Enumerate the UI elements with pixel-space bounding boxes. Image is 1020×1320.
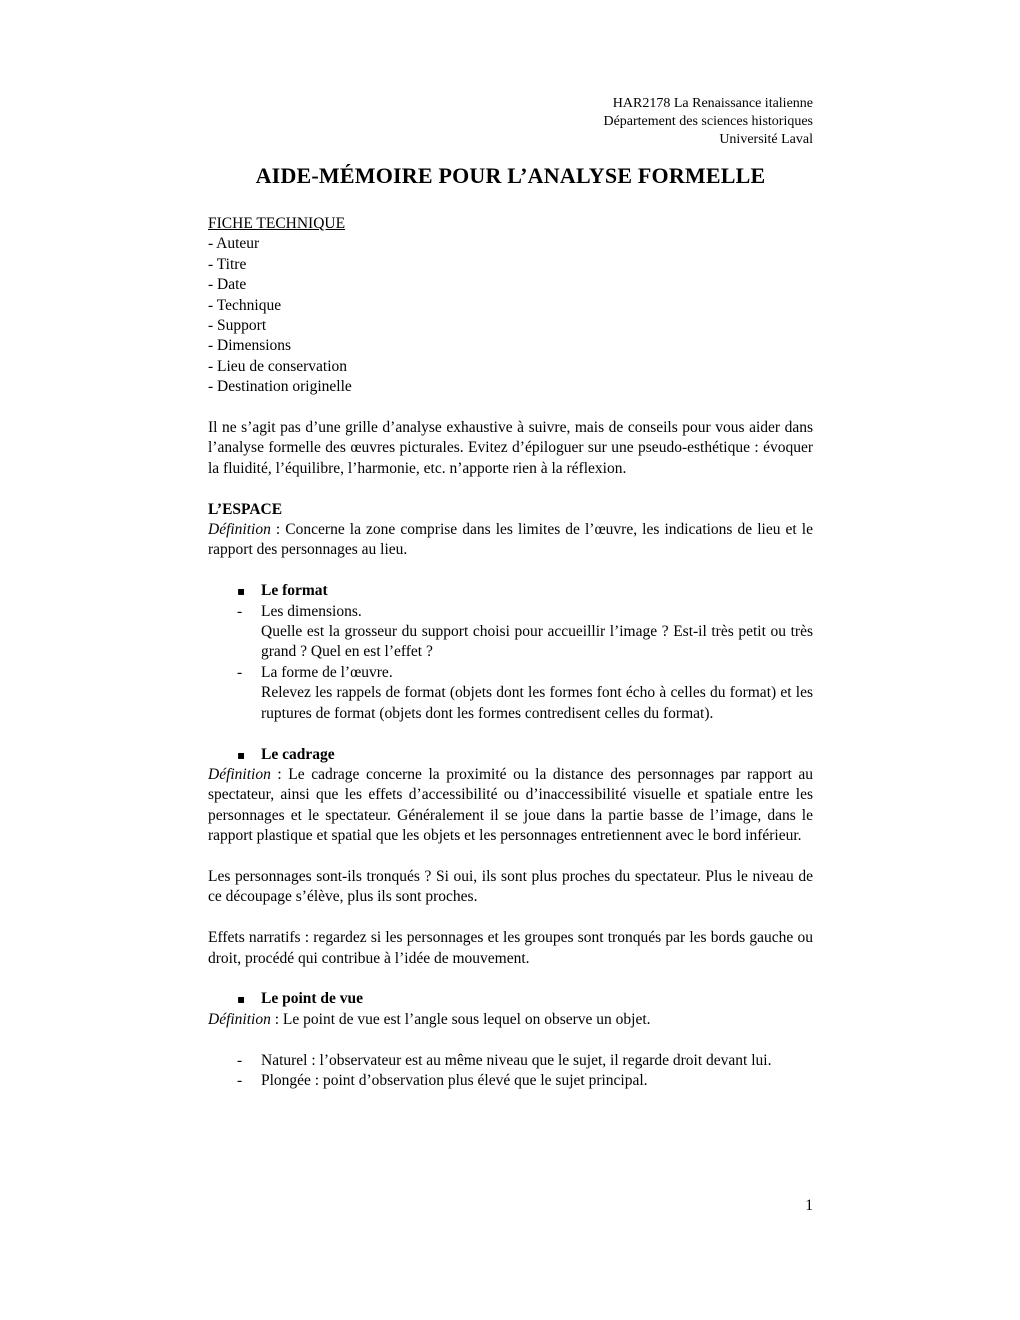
definition-body: : Le cadrage concerne la proximité ou la distance des personnages par rapport au spectateur, ainsi que les effets d’accessibilité ou d’inaccessibilité visuelle et spatiale entre les personnages et le spectateur. Généralement il se joue dans la partie basse de l’image, dans le rapport plastique et spatial que les objets et les personnages entretiennent avec le bord inférieur. bbox=[208, 765, 813, 845]
cadrage-section bbox=[208, 745, 813, 847]
square-bullet-icon: ▪ bbox=[237, 584, 246, 599]
definition-body: : Le point de vue est l’angle sous lequel on observe un objet. bbox=[270, 1010, 651, 1028]
square-bullet-icon: ▪ bbox=[237, 747, 246, 762]
fiche-item-technique: - Technique bbox=[208, 296, 282, 314]
format-section bbox=[208, 581, 813, 724]
espace-definition bbox=[208, 520, 813, 561]
cadrage-definition bbox=[208, 765, 813, 847]
point-de-vue-item-naturel-text: Naturel : l’observateur est au même niveau que le sujet, il regarde droit devant lui. bbox=[261, 1051, 772, 1069]
fiche-item-dimensions: - Dimensions bbox=[208, 337, 292, 355]
fiche-item-destination: - Destination originelle bbox=[208, 378, 352, 396]
format-item-forme-detail: Relevez les rappels de format (objets dont les formes font écho à celles du format) et les ruptures de format (objets dont les formes contredisent celles du format). bbox=[261, 684, 813, 722]
square-bullet-icon: ▪ bbox=[237, 992, 246, 1007]
point-de-vue-list bbox=[208, 1051, 813, 1092]
page-number: 1 bbox=[805, 1197, 813, 1214]
point-de-vue-item-plongee bbox=[208, 1071, 813, 1091]
format-item-forme: La forme de l’œuvre. bbox=[261, 663, 393, 681]
header-line-university: Université Laval bbox=[719, 132, 813, 147]
fiche-item-auteur: - Auteur bbox=[208, 235, 260, 253]
course-header bbox=[208, 95, 813, 149]
cadrage-heading-row bbox=[208, 745, 813, 765]
fiche-item-support: - Support bbox=[208, 317, 267, 335]
point-de-vue-section bbox=[208, 989, 813, 1030]
dash-bullet: - bbox=[237, 1071, 243, 1089]
definition-term: Définition bbox=[208, 1010, 271, 1028]
fiche-item-date: - Date bbox=[208, 276, 247, 294]
fiche-technique-heading: FICHE TECHNIQUE bbox=[208, 215, 346, 232]
format-item-dimensions: Les dimensions. bbox=[261, 602, 362, 620]
point-de-vue-heading-row bbox=[208, 989, 813, 1009]
intro-paragraph: Il ne s’agit pas d’une grille d’analyse exhaustive à suivre, mais de conseils pour vous aider dans l’analyse formelle des œuvres picturales. Evitez d’épiloguer sur une pseudo-esthétique : évoquer la fluidité, l’équilibre, l’harmonie, etc. n’apporte rien à la réflexion. bbox=[208, 419, 813, 477]
dash-bullet: - bbox=[237, 1051, 243, 1069]
fiche-item-titre: - Titre bbox=[208, 255, 247, 273]
point-de-vue-definition bbox=[208, 1010, 813, 1030]
cadrage-heading: Le cadrage bbox=[261, 745, 335, 763]
header-line-department: Département des sciences historiques bbox=[603, 114, 813, 129]
format-item-dimensions-row bbox=[208, 602, 813, 622]
fiche-item-lieu: - Lieu de conservation bbox=[208, 357, 348, 375]
format-heading-row bbox=[208, 581, 813, 601]
espace-heading: L’ESPACE bbox=[208, 500, 283, 518]
definition-body: : Concerne la zone comprise dans les limites de l’œuvre, les indications de lieu et le rapport des personnages au lieu. bbox=[208, 521, 813, 559]
format-item-forme-row bbox=[208, 663, 813, 683]
dash-bullet: - bbox=[237, 663, 243, 681]
cadrage-paragraph-effets: Effets narratifs : regardez si les personnages et les groupes sont tronqués par les bords gauche ou droit, procédé qui contribue à l’idée de mouvement. bbox=[208, 929, 813, 967]
cadrage-paragraph-tronques: Les personnages sont-ils tronqués ? Si oui, ils sont plus proches du spectateur. Plus le niveau de ce découpage s’élève, plus ils sont proches. bbox=[208, 867, 813, 906]
point-de-vue-item-naturel bbox=[208, 1051, 813, 1071]
definition-term: Définition bbox=[208, 521, 271, 539]
fiche-technique-section bbox=[208, 214, 813, 398]
dash-bullet: - bbox=[237, 602, 243, 620]
point-de-vue-item-plongee-text: Plongée : point d’observation plus élevé que le sujet principal. bbox=[261, 1071, 648, 1089]
document-title: AIDE-MÉMOIRE POUR L’ANALYSE FORMELLE bbox=[255, 163, 766, 188]
definition-term: Définition bbox=[208, 765, 271, 783]
format-heading: Le format bbox=[261, 582, 328, 600]
point-de-vue-heading: Le point de vue bbox=[261, 990, 364, 1008]
espace-section bbox=[208, 500, 813, 561]
format-item-dimensions-detail: Quelle est la grosseur du support choisi pour accueillir l’image ? Est-il très petit ou très grand ? Quel en est l’effet ? bbox=[261, 623, 813, 661]
header-line-course: HAR2178 La Renaissance italienne bbox=[612, 96, 813, 111]
text-column bbox=[208, 0, 813, 1091]
